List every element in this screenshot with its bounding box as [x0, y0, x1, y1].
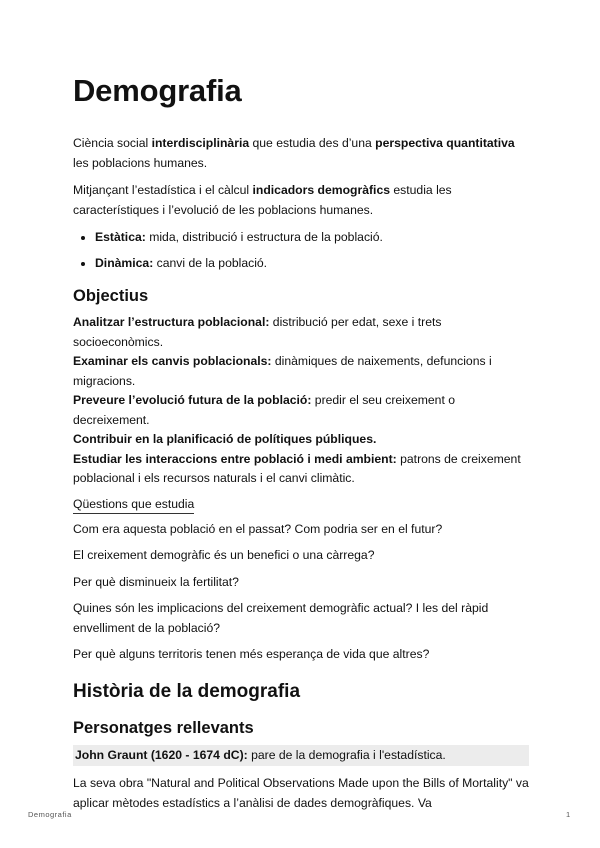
- personatges-heading: Personatges rellevants: [73, 718, 254, 737]
- historia-paragraph: La seva obra "Natural and Political Observations Made upon the Bills of Mortality" va aplicar mètodes estadístics a l’anàlisi de dades demogràfiques. Va: [73, 776, 529, 810]
- question-item: Quines són les implicacions del creixement demogràfic actual? I les del ràpid envelliment de la població?: [73, 601, 489, 635]
- bullet-item: [95, 254, 529, 274]
- bold-term: Estàtica:: [95, 230, 146, 244]
- text-run: Ciència social: [73, 136, 152, 150]
- bold-term: Analitzar l’estructura poblacional:: [73, 315, 270, 329]
- objectius-list: [73, 313, 529, 489]
- bullet-list: [73, 228, 529, 273]
- bullet-item: [95, 228, 529, 248]
- question-item: Per què disminueix la fertilitat?: [73, 574, 239, 589]
- text-run: estudia les característiques i l’evolució de les poblacions humanes.: [73, 183, 452, 217]
- text-run: pare de la demografia i l'estadística.: [247, 747, 446, 762]
- text-run: mida, distribució i estructura de la població.: [145, 230, 383, 244]
- objectius-heading: Objectius: [73, 287, 149, 305]
- question-item: El creixement demogràfic és un benefici o una càrrega?: [73, 548, 375, 562]
- text-run: Mitjançant l’estadística i el càlcul: [73, 183, 253, 197]
- text-run: canvi de la població.: [153, 255, 268, 270]
- text-run: dinàmiques de naixements, defuncions i migracions.: [73, 354, 492, 388]
- bold-term: John Graunt (1620 - 1674 dC):: [75, 747, 248, 762]
- objective-item: [73, 430, 529, 450]
- person-highlight: [73, 745, 529, 767]
- objective-item: [73, 450, 529, 489]
- bold-term: Estudiar les interaccions entre població i medi ambient:: [73, 451, 397, 466]
- text-run: que estudia des d’una: [249, 136, 376, 150]
- historia-heading: Història de la demografia: [73, 680, 301, 702]
- footer-title: Demografia: [28, 810, 72, 819]
- objective-item: [73, 352, 529, 391]
- text-run: predir el seu creixement o decreixement.: [73, 393, 456, 427]
- question-item: Com era aquesta població en el passat? Com podria ser en el futur?: [73, 521, 443, 536]
- questions-heading: Qüestions que estudia: [73, 495, 194, 514]
- page-title: Demografia: [73, 73, 242, 108]
- bold-term: Dinàmica:: [95, 255, 154, 270]
- bold-term: indicadors demogràfics: [252, 183, 390, 197]
- bold-term: Contribuir en la planificació de polítiques públiques.: [73, 432, 377, 446]
- text-run: les poblacions humanes.: [73, 155, 208, 170]
- objective-item: [73, 313, 529, 352]
- text-run: distribució per edat, sexe i trets socioeconòmics.: [73, 315, 442, 349]
- bold-term: interdisciplinària: [151, 136, 250, 150]
- bold-term: perspectiva quantitativa: [375, 136, 515, 150]
- question-item: Per què alguns territoris tenen més esperança de vida que altres?: [73, 647, 430, 661]
- bold-term: Preveure l’evolució futura de la població:: [73, 393, 312, 407]
- document-page: [73, 72, 529, 813]
- text-run: patrons de creixement poblacional i els recursos naturals i el canvi climàtic.: [73, 451, 521, 485]
- objective-item: [73, 391, 529, 430]
- bold-term: Examinar els canvis poblacionals:: [73, 354, 272, 368]
- intro-paragraph-2: [73, 181, 529, 220]
- page-number: 1: [566, 810, 571, 819]
- intro-paragraph-1: [73, 134, 529, 173]
